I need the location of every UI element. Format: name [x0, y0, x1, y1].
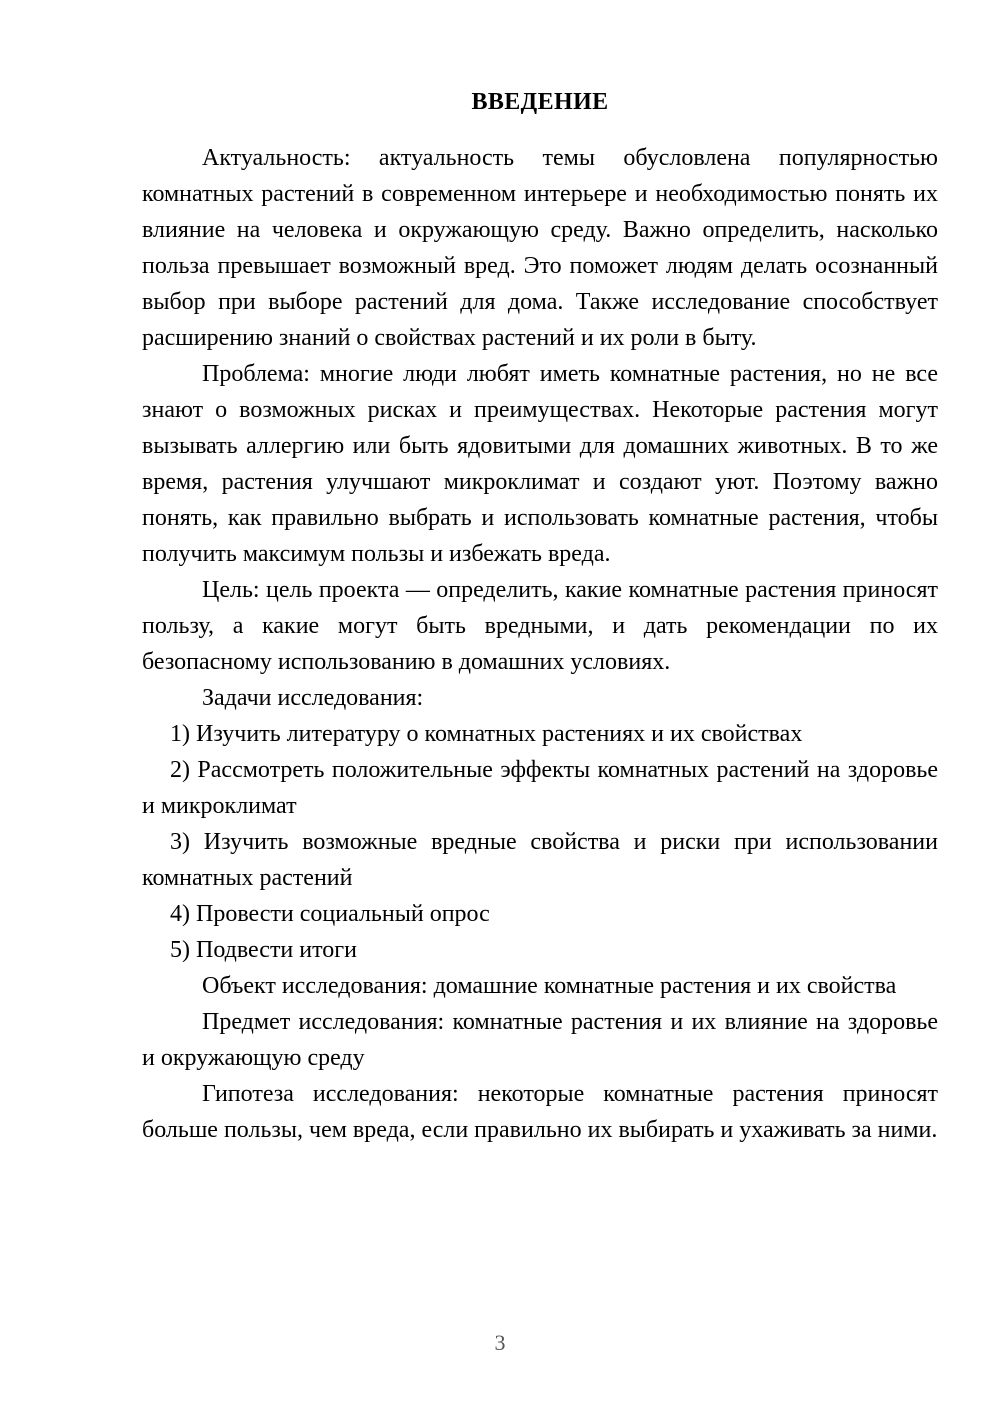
- list-item: 1) Изучить литературу о комнатных растениях и их свойствах: [170, 721, 803, 747]
- paragraph-goal: Цель: цель проекта — определить, какие комнатные растения приносят пользу, а какие могут быть вредными, и дать рекомендации по их безопасному использованию в домашних условиях.: [142, 577, 938, 675]
- list-item: 3) Изучить возможные вредные свойства и риски при использовании комнатных растений: [142, 829, 938, 891]
- tasks-heading: Задачи исследования:: [202, 685, 424, 711]
- paragraph-problem: Проблема: многие люди любят иметь комнатные растения, но не все знают о возможных рисках и преимуществах. Некоторые растения могут вызывать аллергию или быть ядовитыми для домашних животных. В то же время, растения улучшают микроклимат и создают уют. Поэтому важно понять, как правильно выбрать и использовать комнатные растения, чтобы получить максимум пользы и избежать вреда.: [142, 361, 938, 567]
- document-body: [142, 84, 938, 1148]
- list-item: 5) Подвести итоги: [170, 937, 357, 963]
- list-item: 4) Провести социальный опрос: [170, 901, 490, 927]
- page-title: ВВЕДЕНИЕ: [471, 89, 609, 115]
- page-number: 3: [494, 1330, 506, 1355]
- paragraph-relevance: Актуальность: актуальность темы обусловлена популярностью комнатных растений в современном интерьере и необходимостью понять их влияние на человека и окружающую среду. Важно определить, насколько польза превышает возможный вред. Это поможет людям делать осознанный выбор при выборе растений для дома. Также исследование способствует расширению знаний о свойствах растений и их роли в быту.: [142, 145, 938, 351]
- paragraph-object: Объект исследования: домашние комнатные растения и их свойства: [202, 973, 897, 999]
- paragraph-subject: Предмет исследования: комнатные растения и их влияние на здоровье и окружающую среду: [142, 1009, 938, 1071]
- paragraph-hypothesis: Гипотеза исследования: некоторые комнатные растения приносят больше пользы, чем вреда, если правильно их выбирать и ухаживать за ними.: [142, 1081, 938, 1143]
- list-item: 2) Рассмотреть положительные эффекты комнатных растений на здоровье и микроклимат: [142, 757, 938, 819]
